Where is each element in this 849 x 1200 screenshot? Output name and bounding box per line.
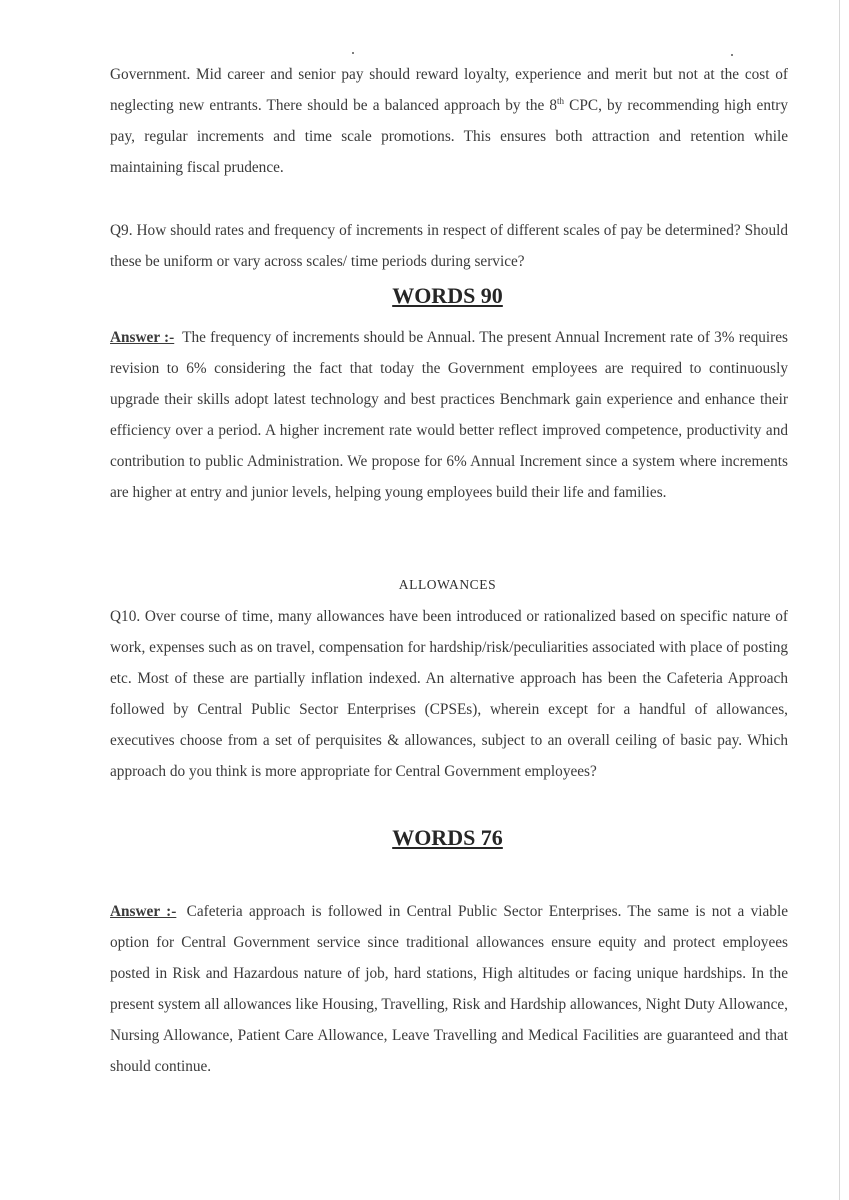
answer-label: Answer :- bbox=[110, 329, 175, 346]
question-10: Q10. Over course of time, many allowances have been introduced or rationalized based on specific nature of work, expenses such as on travel, compensation for hardship/risk/peculiarities associated with place of posting etc. Most of these are partially inflation indexed. An alternative approach has been the Cafeteria Approach followed by Central Public Sector Enterprises (CPSEs), wherein except for a handful of allowances, executives choose from a set of perquisites & allowances, subject to an overall ceiling of basic pay. Which approach do you think is more appropriate for Central Government employees? bbox=[110, 608, 788, 780]
answer-label: Answer :- bbox=[110, 903, 177, 920]
word-count-heading: WORDS 76 bbox=[392, 825, 503, 850]
answer-9 bbox=[110, 322, 788, 508]
word-count-heading: WORDS 90 bbox=[392, 283, 503, 308]
answer-text: Cafeteria approach is followed in Central Public Sector Enterprises. The same is not a viable option for Central Government service since traditional allowances ensure equity and protect employees posted in Risk and Hazardous nature of job, hard stations, High altitudes or facing unique hardships. In the present system all allowances like Housing, Travelling, Risk and Hardship allowances, Night Duty Allowance, Nursing Allowance, Patient Care Allowance, Leave Travelling and Medical Facilities are guaranteed and that should continue. bbox=[110, 903, 788, 1075]
paragraph-text: CPC, by recommending high entry pay, regular increments and time scale promotions. This ensures both attraction and retention while maintaining fiscal prudence. bbox=[110, 97, 788, 176]
scan-speck bbox=[352, 52, 354, 54]
paragraph-pay-structure bbox=[110, 59, 788, 183]
superscript-th: th bbox=[557, 95, 565, 106]
question-9: Q9. How should rates and frequency of increments in respect of different scales of pay be determined? Should these be uniform or vary across scales/ time periods during service? bbox=[110, 222, 788, 270]
page-edge bbox=[839, 0, 840, 1200]
answer-10 bbox=[110, 896, 788, 1082]
section-heading: ALLOWANCES bbox=[398, 577, 497, 592]
paragraph-text: Government. Mid career and senior pay should reward loyalty, experience and merit but not at the cost of neglecting new entrants. There should be a balanced approach by the 8 bbox=[110, 66, 788, 114]
scan-speck bbox=[731, 54, 733, 56]
answer-text: The frequency of increments should be Annual. The present Annual Increment rate of 3% requires revision to 6% considering the fact that today the Government employees are required to continuously upgrade their skills adopt latest technology and best practices Benchmark gain experience and enhance their efficiency over a period. A higher increment rate would better reflect improved competence, productivity and contribution to public Administration. We propose for 6% Annual Increment since a system where increments are higher at entry and junior levels, helping young employees build their life and families. bbox=[110, 329, 788, 501]
